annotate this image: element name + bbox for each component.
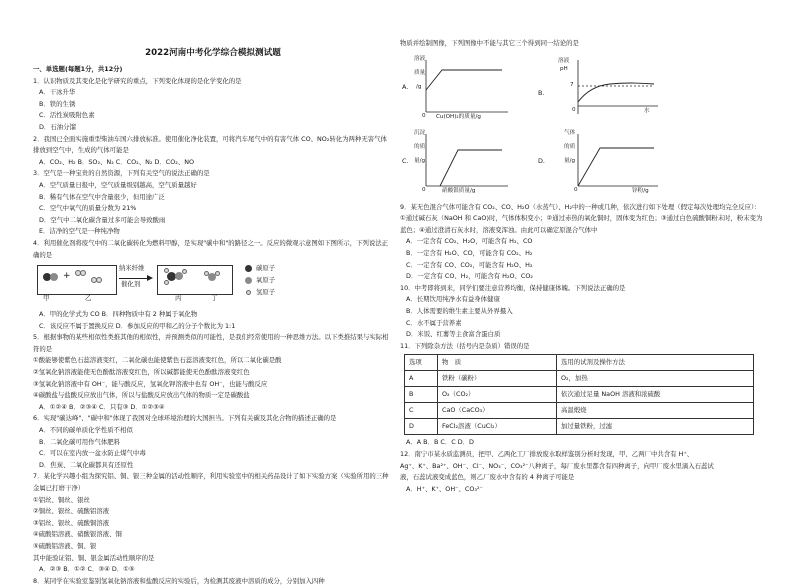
statement-line: ①铝丝、铜丝、银丝 (33, 495, 90, 504)
table-cell: D (405, 419, 438, 435)
plus-sign: + (63, 271, 71, 282)
option-line: A．长期饮用纯净水有益身体健康 (406, 295, 500, 304)
legend-hydrogen-label: 氢原子 (256, 288, 276, 297)
table-cell: 加过量铁粉，过滤 (557, 419, 754, 435)
statement-line: ④碳酸盐与盐酸反应放出气体，所以与盐酸反应放出气体的物质一定是碳酸盐 (33, 391, 250, 400)
y-label-1: 气体 (564, 129, 576, 136)
option-line: B．人体需要的维生素主要从外界摄入 (406, 306, 513, 315)
question-line: 10．中考即将到来，同学们要注意营养均衡，保持健康体魄。下列说法正确的是 (400, 283, 626, 292)
table-cell: B (405, 387, 438, 403)
origin-label: 0 (572, 106, 576, 113)
impurity-table (404, 354, 754, 435)
question-line: 其中能验证铝、铜、银金属活动性顺序的是 (33, 553, 155, 562)
label-jia: 甲 (43, 294, 50, 303)
option-line: A．不同的碳单质化学性质不相似 (39, 426, 133, 435)
data-curve (578, 148, 654, 186)
option-line: A．A B．B C．C D．D (406, 438, 474, 447)
question-line: 5．根据事物的某些相似性类推其他的相似性，并预测类似的可能性，是我们经常使用的一种思维方法。以下类推结果与实际相符的是 (33, 333, 389, 353)
label-ding: 丁 (211, 294, 218, 303)
option-line: C．水不属于营养素 (406, 318, 462, 327)
y-label-1: 沉淀 (414, 129, 426, 136)
legend-oxygen-icon (245, 277, 252, 284)
question-line: 液，石蕊试液变成蓝色，则乙厂废水中含有的 4 种离子可能是 (400, 473, 575, 482)
table-cell: C (405, 403, 438, 419)
option-line: A．空气质量日报中，空气质量级别越高，空气质量越好 (39, 180, 197, 189)
table-cell: O₂，加热 (557, 371, 754, 387)
graph-grid (400, 52, 766, 198)
statement-line: ①酸能够使紫色石蕊溶液变红，二氧化碳也能使紫色石蕊溶液变红色，所以二氧化碳是酸 (33, 356, 282, 365)
legend-carbon-label: 碳原子 (256, 264, 276, 273)
table-cell: 依次通过足量 NaOH 溶液和浓硫酸 (557, 387, 754, 403)
y-label-2: 的质 (414, 143, 426, 150)
legend-hydrogen-icon (246, 290, 251, 295)
option-label: A. (402, 82, 409, 91)
reaction-diagram (33, 263, 393, 305)
origin-label: 0 (422, 112, 426, 119)
table-cell: 高温煅烧 (557, 403, 754, 419)
question-line: Ag⁺、K⁺、Ba²⁺、OH⁻、Cl⁻、NO₃⁻、CO₃²⁻八种离子，每厂废水里都含有四种离子，向甲厂废水里滴入石蕊试 (400, 461, 714, 470)
table-cell: FeCl₂溶液（CuCl₂） (438, 419, 557, 435)
table-row (405, 387, 754, 403)
graph-c (402, 130, 512, 196)
statement-line: ④硫酸铝溶液、硝酸银溶液、铜 (33, 530, 122, 539)
question-line: 11．下列除杂方法（括号内是杂质）错误的是 (400, 341, 530, 350)
table-row (405, 371, 754, 387)
label-bing: 丙 (175, 294, 182, 303)
right-column (400, 38, 766, 495)
option-line: B．二氧化碳可用作气体肥料 (39, 437, 121, 446)
option-label: D. (538, 156, 545, 165)
option-line: B．一定含有 H₂O、CO，可能含有 CO₂、H₂ (406, 248, 533, 257)
y-label-3: 7 (570, 81, 574, 88)
statement-line: ⑤硫酸铝溶液、铜、银 (33, 541, 97, 550)
option-line: B．铁的生锈 (39, 99, 76, 108)
y-label-3: 量/g (414, 157, 426, 164)
page-title: 2022河南中考化学综合模拟测试题 (145, 48, 281, 58)
option-line: A．②③ B．①② C．③④ D．①⑤ (39, 565, 135, 574)
question-line: 7．某化学兴趣小组为探究铝、铜、银三种金属的活动性顺序，利用实验室中的相关药品设计了如下实验方案（实验所用的三种金属已打磨干净） (33, 472, 389, 492)
label-yi: 乙 (85, 294, 92, 303)
option-line: C．可以在室内放一盆水防止煤气中毒 (39, 449, 146, 458)
question-line: 3．空气是一种宝贵的自然资源，下列有关空气的说法正确的是 (33, 169, 210, 178)
option-line: A．CO₂、H₂ B．SO₂、N₂ C．CO₂、N₂ D．CO₂、NO (39, 157, 195, 166)
statement-line: ③氢氧化钠溶液中有 OH⁻，能与酸反应，氢氧化钾溶液中也有 OH⁻，也能与酸反应 (33, 379, 268, 388)
table-cell: A (405, 371, 438, 387)
graph-d (538, 129, 660, 196)
table-header-cell: 物 质 (438, 355, 557, 371)
arrow-head-icon (147, 275, 153, 281)
left-column (33, 40, 393, 587)
option-line: C．活性炭吸附色素 (39, 111, 95, 120)
option-label: C. (402, 156, 409, 165)
table-header-row (405, 355, 754, 371)
origin-label: 0 (574, 186, 578, 193)
question-line: 8．某同学在实验室鉴别氢氧化钠溶液和盐酸反应的实验后，为检测其废液中溶质的成分，分别加入四种 (33, 576, 325, 585)
catalyst-label-bottom: 催化剂 (121, 280, 141, 289)
x-label: Cu(OH)₂的质量/g (436, 113, 481, 120)
catalyst-label-top: 纳米纤维 (119, 264, 145, 273)
option-line: A．甲的化学式为 CO B．四种物质中有 2 种属于氧化物 (39, 310, 198, 319)
y-label-2: 质量 (414, 69, 426, 76)
option-line: B．稀有气体在空气中含量很少，但用途广泛 (39, 192, 165, 201)
option-line: E．洁净的空气是一种纯净物 (39, 227, 120, 236)
graph-b (538, 56, 660, 122)
option-line: A．一定含有 CO₂、H₂O，可能含有 H₂、CO (406, 237, 533, 246)
data-curve (440, 150, 502, 186)
x-label: 水 (644, 107, 650, 114)
graph-a (402, 56, 512, 122)
question-line: 物质并绘制图像，下列图像中不能与其它三个得到同一结论的是 (400, 39, 579, 47)
x-label: 硝酸银质量/g (442, 187, 476, 194)
option-line: D．米饭、红薯等主食富含蛋白质 (406, 330, 501, 339)
option-line: A．H⁺、K⁺、OH⁻、CO₃²⁻ (406, 484, 483, 493)
question-line: 6．实现"碳达峰"、"碳中和"体现了我国对全球环境治理的大国担当。下列有关碳及其化合物的描述正确的是 (33, 414, 337, 423)
table-row (405, 403, 754, 419)
option-line: C．该反应不属于置换反应 D．参加反应的甲和乙的分子个数比为 1:1 (39, 321, 236, 330)
table-row (405, 419, 754, 435)
table-header-cell: 选用的试剂及操作方法 (557, 355, 754, 371)
option-line: D．焦炭、二氧化碳都具有还原性 (39, 460, 134, 469)
question-line: 1．认识物质及其变化是化学研究的重点，下列变化体现的是化学变化的是 (33, 76, 242, 85)
option-line: D．一定含有 CO、H₂，可能含有 H₂O、CO₂ (406, 272, 533, 281)
option-label: B. (538, 88, 545, 97)
y-label-1: 溶液 (414, 55, 426, 62)
y-label-2: 的质 (564, 143, 576, 150)
table-header-cell: 选项 (405, 355, 438, 371)
option-line: A．①②④ B．②③④ C．只有③ D．①②③④ (39, 402, 165, 411)
option-line: D．空气中二氧化碳含量过多可能会导致酸雨 (39, 215, 166, 224)
y-label-1: 溶液 (558, 57, 570, 64)
y-label-3: /g (416, 83, 422, 90)
option-line: A．干冰升华 (39, 88, 76, 97)
question-line: 2．我国已全面实施重型柴油车国六排放标准。使用催化净化装置，可将汽车尾气中的有害气体 CO、NO₂转化为两种无害气体排放到空气中，生成的气体可能是 (33, 134, 387, 155)
y-label-2: pH (560, 65, 568, 72)
data-curve (426, 70, 502, 90)
question-line: 9．某无色混合气体可能含有 CO₂、CO、H₂O（水蒸气）、H₂中的一种或几种，依次进行如下处理（假定每次处理均完全反应）：①通过碱石灰（NaOH 和 CaO)时，气体体积变小；②通过赤热的氧化铜时，固体变为红色；③通过白色硫酸铜粉末时，粉末变为蓝色；④通过澄清石灰水时，溶液变浑浊。由此可以确定原混合气体中 (400, 202, 763, 234)
statement-line: ③铝丝、银丝、硫酸铜溶液 (33, 518, 110, 527)
table-cell: 铁粉（碳粉） (438, 371, 557, 387)
legend-carbon-icon (245, 265, 252, 272)
question-line: 12．南宁市某水质监测员，把甲、乙两化工厂排放废水取样鉴别分析时发现，甲、乙两厂中共含有 H⁺、 (400, 449, 694, 458)
question-line: 4．利用催化剂将废气中的二氧化碳转化为燃料甲醇，是实现"碳中和"的路径之一。反应的微观示意图如下图所示，下列说法正确的是 (33, 238, 389, 259)
statement-line: ②氢氧化钠溶液能使无色酚酞溶液变红色，所以碱都能使无色酚酞溶液变红色 (33, 368, 250, 377)
option-line: D．石油分馏 (39, 122, 76, 131)
y-label-3: 量/g (564, 157, 576, 164)
statement-line: ②铜丝、银丝、硫酸铝溶液 (33, 507, 110, 516)
x-label: 锌粉/g (632, 187, 649, 194)
option-line: C．空气中氧气的质量分数为 21% (39, 204, 137, 213)
table-cell: O₂（CO₂） (438, 387, 557, 403)
table-cell: CaO（CaCO₃） (438, 403, 557, 419)
section-heading: 一、单选题(每题1分，共12分) (33, 65, 123, 73)
legend-oxygen-label: 氧原子 (256, 276, 276, 285)
option-line: C．一定含有 CO、CO₂，可能含有 H₂O、H₂ (406, 260, 533, 269)
origin-label: 0 (422, 186, 426, 193)
